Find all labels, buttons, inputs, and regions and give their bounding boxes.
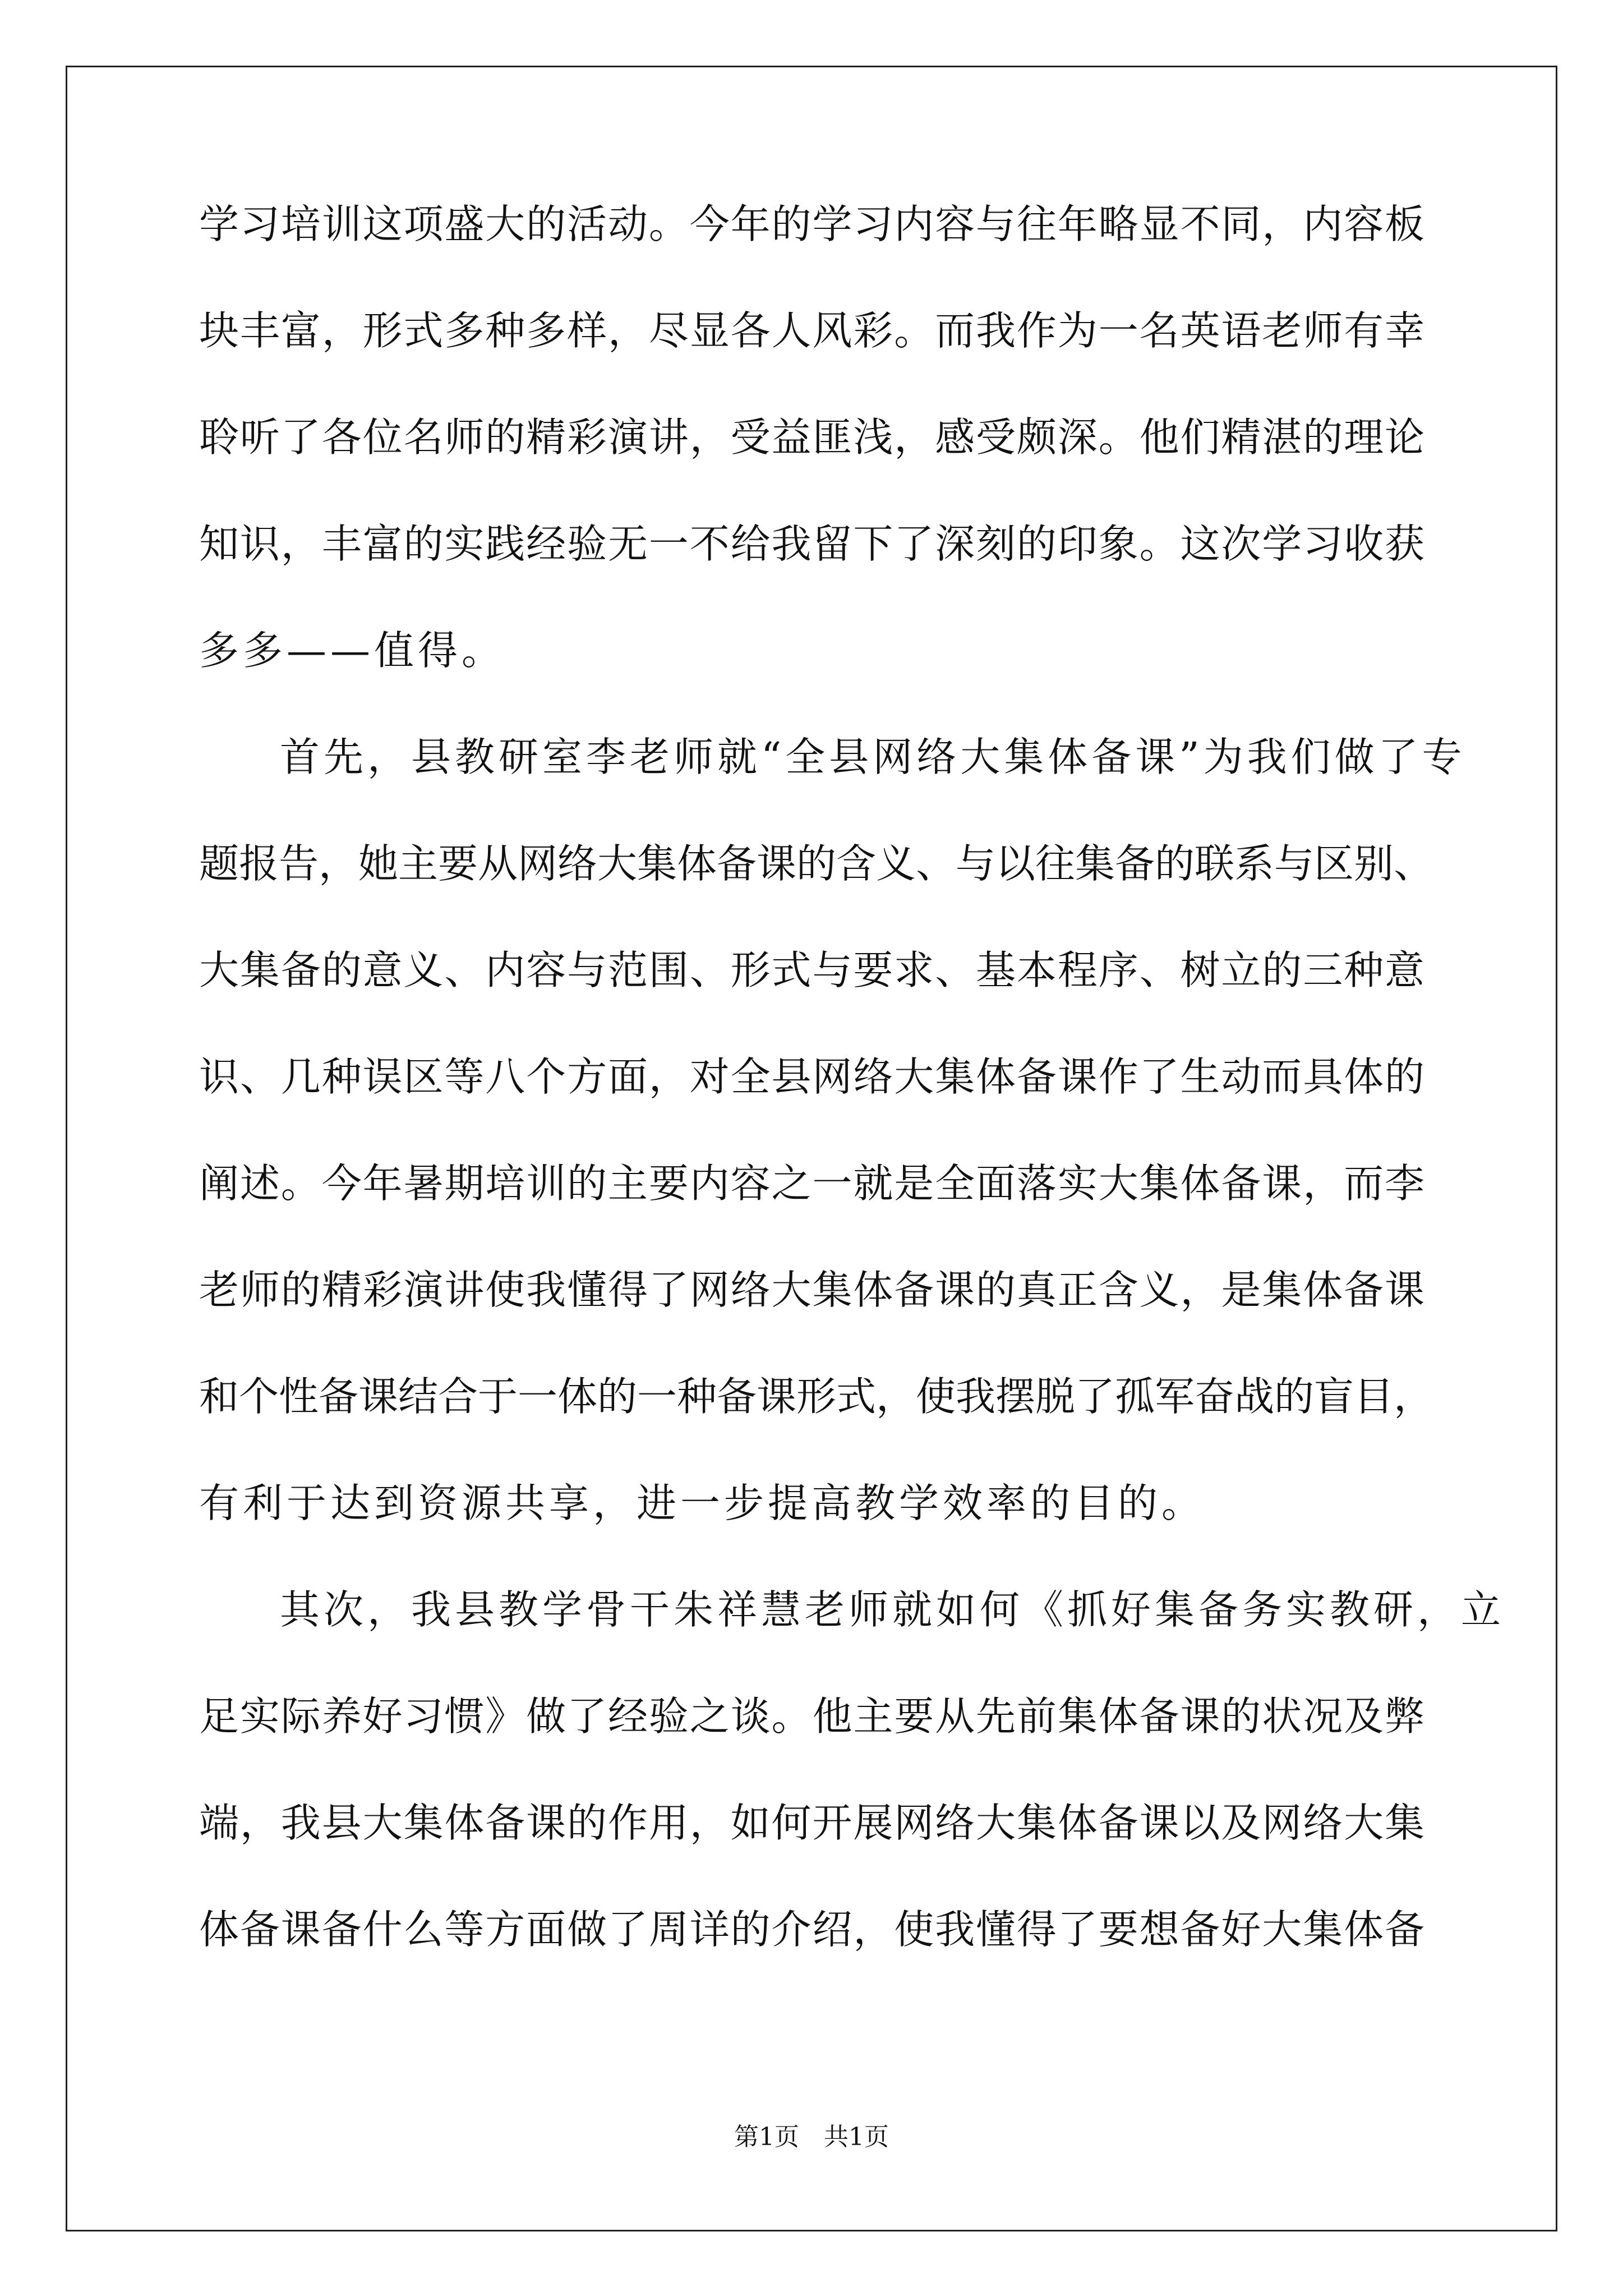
- text-line: 体备课备什么等方面做了周详的介绍，使我懂得了要想备好大集体备: [199, 1906, 1424, 1953]
- page-number-footer: 第1页 共1页: [734, 2123, 889, 2151]
- text-line: 老师的精彩演讲使我懂得了网络大集体备课的真正含义，是集体备课: [199, 1267, 1424, 1313]
- text-line: 足实际养好习惯》做了经验之谈。他主要从先前集体备课的状况及弊: [199, 1693, 1424, 1740]
- text-line: 和个性备课结合于一体的一种备课形式，使我摆脱了孤军奋战的盲目，: [199, 1373, 1434, 1420]
- text-line: 聆听了各位名师的精彩演讲，受益匪浅，感受颇深。他们精湛的理论: [199, 414, 1424, 461]
- text-line: 阐述。今年暑期培训的主要内容之一就是全面落实大集体备课，而李: [199, 1160, 1424, 1207]
- text-line: 大集备的意义、内容与范围、形式与要求、基本程序、树立的三种意: [199, 947, 1424, 993]
- text-line: 多多——值得。: [199, 627, 506, 674]
- text-line: 端，我县大集体备课的作用，如何开展网络大集体备课以及网络大集: [199, 1800, 1424, 1846]
- paragraph-start-line: 其次，我县教学骨干朱祥慧老师就如何《抓好集备务实教研，立: [280, 1586, 1505, 1633]
- text-line: 学习培训这项盛大的活动。今年的学习内容与往年略显不同，内容板: [199, 201, 1424, 247]
- paragraph-start-line: 首先，县教研室李老师就“全县网络大集体备课”为我们做了专: [280, 734, 1466, 780]
- text-line: 知识，丰富的实践经验无一不给我留下了深刻的印象。这次学习收获: [199, 521, 1424, 567]
- text-line: 识、几种误区等八个方面，对全县网络大集体备课作了生动而具体的: [199, 1053, 1424, 1100]
- text-line: 有利于达到资源共享，进一步提高教学效率的目的。: [199, 1480, 1206, 1526]
- text-line: 块丰富，形式多种多样，尽显各人风彩。而我作为一名英语老师有幸: [199, 307, 1424, 354]
- text-line: 题报告，她主要从网络大集体备课的含义、与以往集备的联系与区别、: [199, 840, 1434, 887]
